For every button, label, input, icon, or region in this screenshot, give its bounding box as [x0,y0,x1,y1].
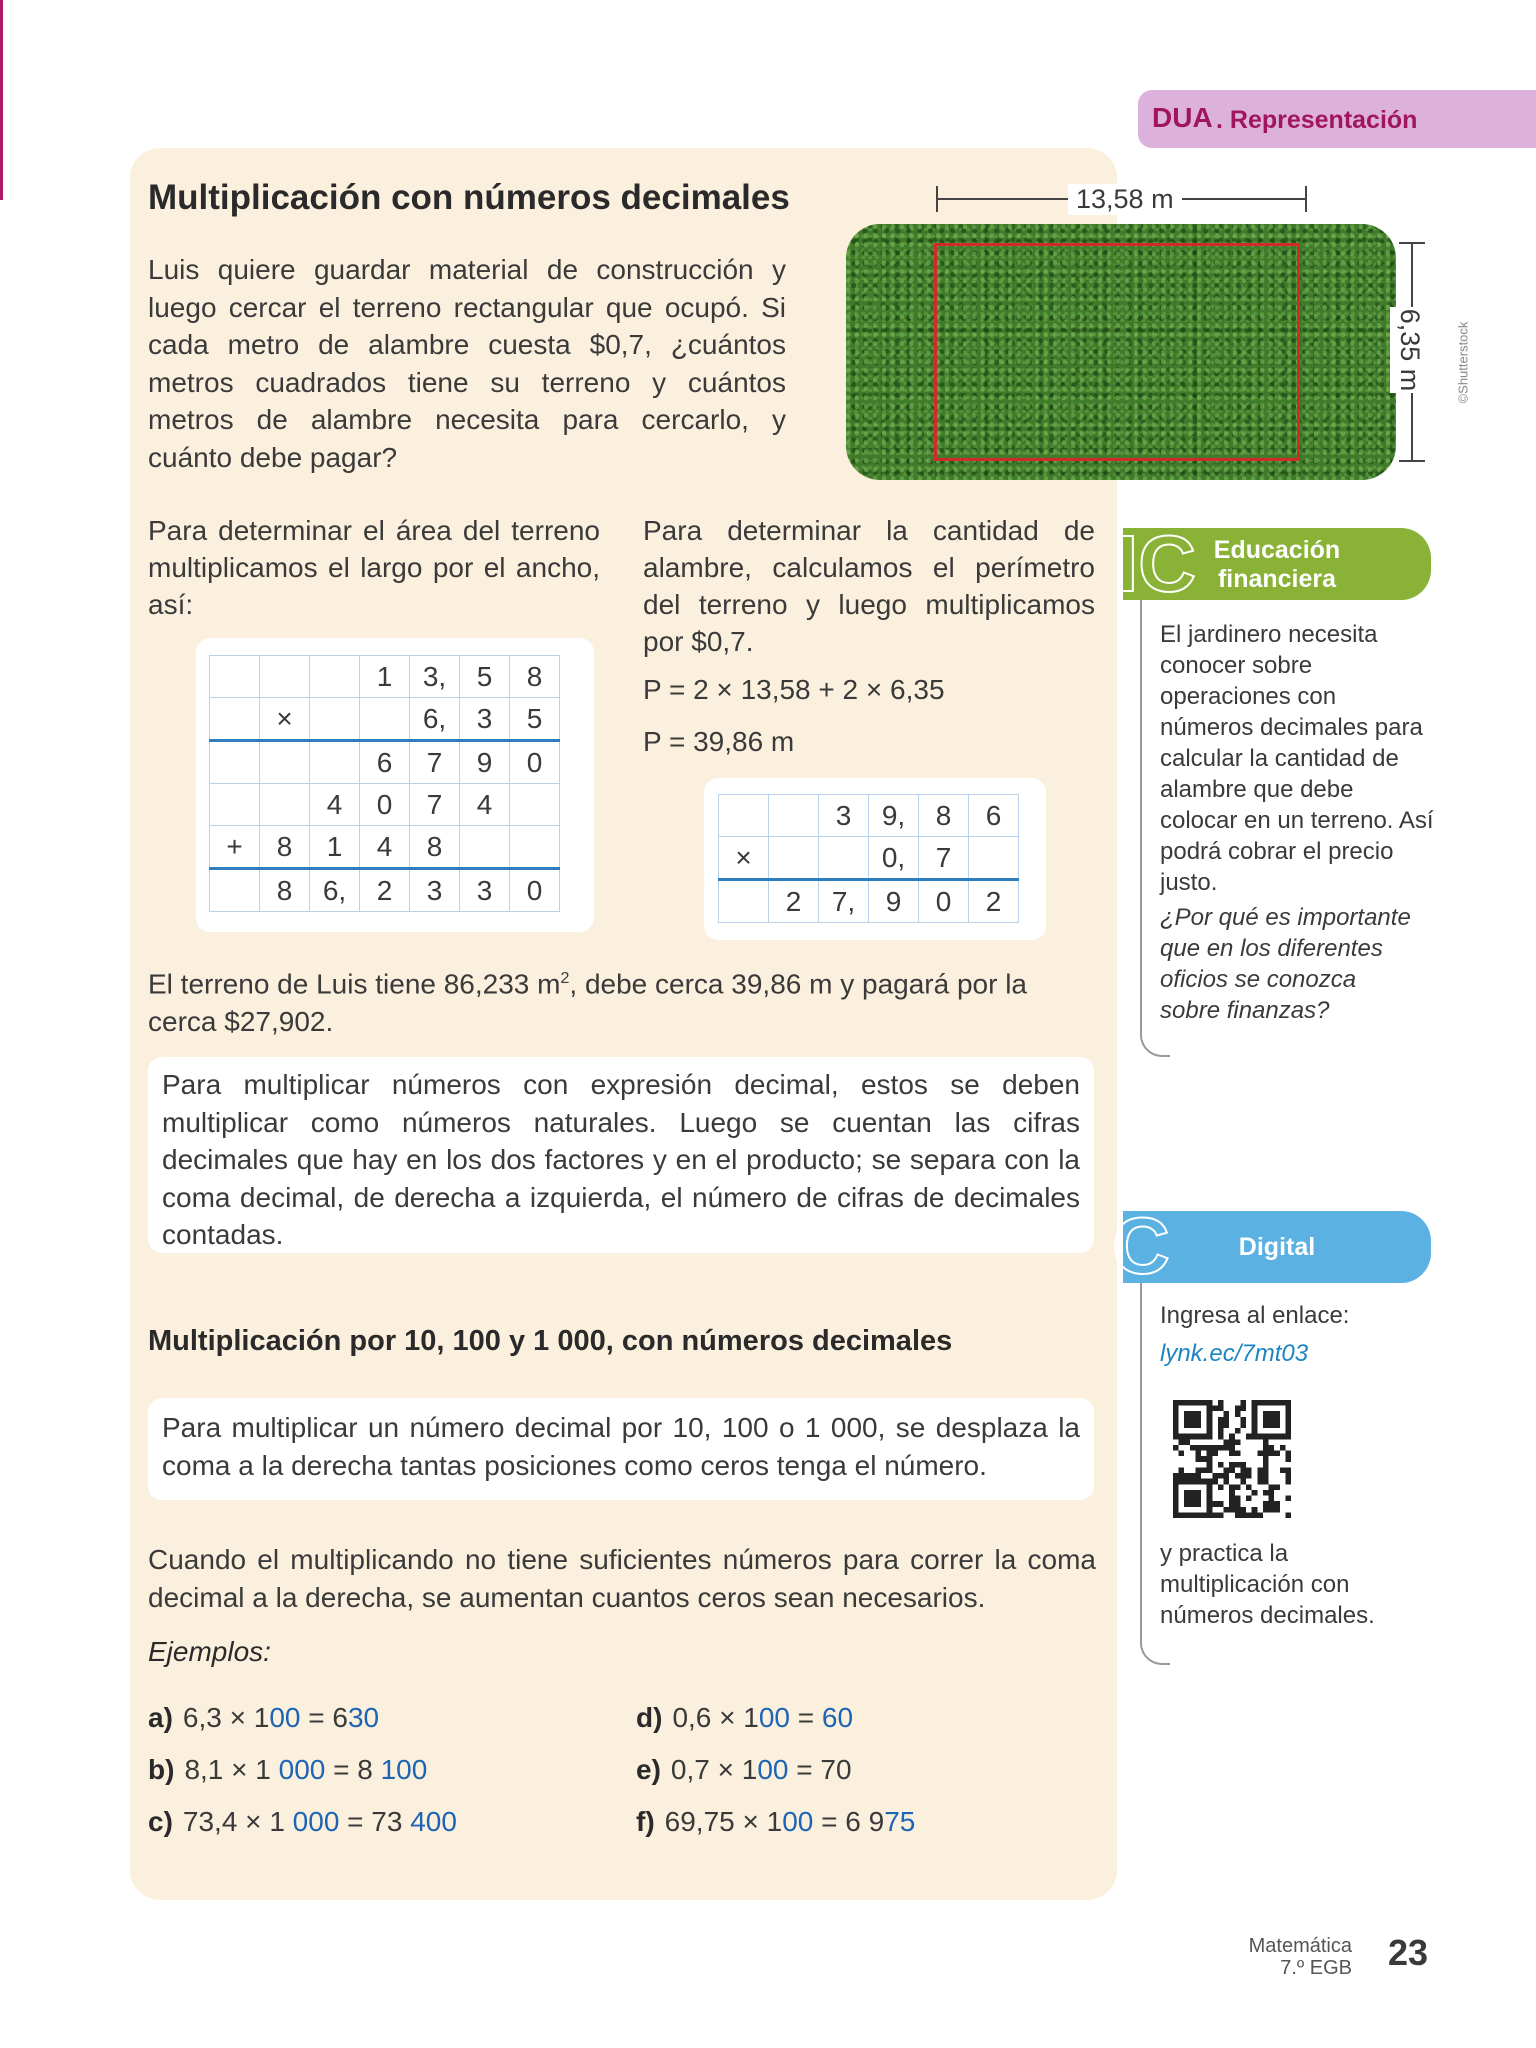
example-highlight: 00 [269,1702,301,1733]
finance-text: El jardinero necesita conocer sobre operaciones con números decimales para calcular la cantidad de alambre que debe colocar en un terreno. Así podrá cobrar el precio justo. [1160,621,1434,896]
example-text: = 6 [300,1702,348,1733]
perimeter-formula: P = 2 × 13,58 + 2 × 6,35 [643,674,945,705]
table-row [719,880,1019,923]
table-row [210,656,560,698]
section2-title: Multiplicación por 10, 100 y 1 000, con números decimales [148,1325,953,1357]
rule-note-text: Para multiplicar números con expresión decimal, estos se deben multiplicar como números naturales. Luego se cuentan las cifras decimales que hay en los dos factores y en el producto; se separa con la coma decimal, de derecha a izquierda, el número de cifras de decimales contadas. [162,1069,1080,1250]
table-cell: 3 [410,869,460,912]
example-highlight: 00 [757,1754,789,1785]
table-cell [769,837,819,880]
page-number: 23 [1388,1932,1429,1973]
table-cell: 7 [919,837,969,880]
terrain-outline [934,243,1300,461]
example-b [148,1754,427,1786]
rule2-note-text: Para multiplicar un número decimal por 10, 100 o 1 000, se desplaza la coma a la derecha tantas posiciones como ceros tenga el número. [162,1412,1080,1481]
table-cell [719,880,769,923]
table-cell: 8 [260,869,310,912]
digital-c-icon: C [1112,1201,1170,1290]
table-cell [210,741,260,784]
perimeter-result: P = 39,86 m [643,726,795,757]
digital-text-practice: y practica la multiplicación con números decimales. [1160,1540,1375,1629]
example-text: = [790,1702,822,1733]
example-e [636,1754,852,1786]
example-text: 69,75 × 1 [664,1806,783,1837]
example-highlight: 000 [292,1806,340,1837]
table-cell: 0, [869,837,919,880]
example-letter: f) [636,1806,655,1837]
table-cell: 8 [260,826,310,869]
table-cell: 4 [360,826,410,869]
example-highlight: 000 [278,1754,326,1785]
example-f [636,1806,915,1838]
digital-title: Digital [1238,1233,1316,1261]
table-cell [510,784,560,826]
table-cell: 6, [410,698,460,741]
table-cell [310,698,360,741]
height-dimension-tick-bottom [1399,460,1425,462]
section1-title: Multiplicación con números decimales [148,178,790,217]
example-text: 8,1 × 1 [184,1754,279,1785]
table-cell: 9 [460,741,510,784]
example-text: 0,7 × 1 [670,1754,758,1785]
table-cell [310,656,360,698]
example-highlight: 30 [347,1702,380,1733]
table-row [210,741,560,784]
height-dimension-tick-top [1399,242,1425,244]
table-cell [260,741,310,784]
table-cell [819,837,869,880]
finance-ic-icon: IC [1116,519,1196,608]
example-highlight: 100 [380,1754,428,1785]
table-cell: 0 [919,880,969,923]
perimeter-explanation: Para determinar la cantidad de alambre, calculamos el perímetro del terreno y luego multiplicamos por $0,7. [643,515,1095,657]
summary-text-start: El terreno de Luis tiene 86,233 m [148,968,561,1000]
example-highlight: 400 [410,1806,457,1837]
footer-subject-name: Matemática [1248,1935,1352,1957]
example-highlight: 75 [884,1806,916,1837]
table-cell: 6, [310,869,360,912]
table-cell: 2 [360,869,410,912]
table-cell [510,826,560,869]
width-dimension-label: 13,58 m [1068,184,1182,215]
example-a [148,1702,379,1734]
table-row [210,698,560,741]
table-cell [969,837,1019,880]
example-text: = 6 9 [813,1806,885,1837]
width-dimension-tick-right [1305,186,1307,212]
table-cell: 2 [969,880,1019,923]
example-text: 0,6 × 1 [672,1702,759,1733]
table-cell: 5 [460,656,510,698]
digital-link[interactable]: lynk.ec/7mt03 [1160,1340,1309,1367]
table-cell: × [260,698,310,741]
perimeter-multiplication-table [718,794,1019,923]
table-cell: 6 [969,795,1019,837]
table-cell: 8 [510,656,560,698]
table-cell: 2 [769,880,819,923]
table-cell: 4 [310,784,360,826]
area-multiplication-table [209,655,560,912]
table-cell: 3 [819,795,869,837]
examples-label: Ejemplos: [148,1636,271,1667]
table-cell [210,656,260,698]
image-credit: ©Shutterstock [1455,321,1471,404]
table-row [719,837,1019,880]
table-row [719,795,1019,837]
table-cell [260,656,310,698]
table-cell: 7, [819,880,869,923]
height-dimension-label: 6,35 m [1390,307,1430,393]
example-text: = 73 [339,1806,411,1837]
example-letter: e) [636,1754,661,1785]
example-letter: b) [148,1754,175,1785]
table-cell: 5 [510,698,560,741]
example-text: 6,3 × 1 [182,1702,270,1733]
footer-grade: 7.º EGB [1280,1957,1352,1979]
table-cell: 3, [410,656,460,698]
table-cell [719,795,769,837]
table-cell: 3 [460,869,510,912]
example-text: = 8 [325,1754,381,1785]
table-cell: 9 [869,880,919,923]
table-cell [460,826,510,869]
table-cell: 6 [360,741,410,784]
result-summary [148,960,1096,1040]
example-highlight: 00 [758,1702,790,1733]
extra-zeros-paragraph: Cuando el multiplicando no tiene suficientes números para correr la coma decimal a la derecha, se aumentan cuantos ceros sean necesarios. [148,1544,1096,1613]
table-cell: 9, [869,795,919,837]
qr-code-icon[interactable] [1173,1400,1291,1518]
table-cell: 0 [360,784,410,826]
table-cell: 3 [460,698,510,741]
table-row [210,869,560,912]
table-cell [360,698,410,741]
example-letter: a) [148,1702,173,1733]
example-d [636,1702,853,1734]
finance-question: ¿Por qué es importante que en los diferentes oficios se conozca sobre finanzas? [1160,904,1411,1024]
table-cell: 8 [919,795,969,837]
table-cell [769,795,819,837]
example-highlight: 60 [821,1702,854,1733]
table-cell [210,869,260,912]
example-text: = 70 [788,1754,852,1785]
area-explanation: Para determinar el área del terreno multiplicamos el largo por el ancho, así: [148,515,600,620]
table-cell: 7 [410,741,460,784]
example-c [148,1806,457,1838]
page-edge-mark [0,0,3,200]
table-cell [260,784,310,826]
table-cell: 0 [510,869,560,912]
problem-intro: Luis quiere guardar material de construcción y luego cercar el terreno rectangular que ocupó. Si cada metro de alambre cuesta $0,7, ¿cuántos metros cuadrados tiene su terreno y cuántos metros de alambre necesita para cercarlo, y cuánto debe pagar? [148,254,786,473]
table-cell: 7 [410,784,460,826]
table-cell: × [719,837,769,880]
table-cell: 1 [360,656,410,698]
digital-text-intro: Ingresa al enlace: [1160,1302,1350,1329]
summary-exponent: 2 [560,970,570,987]
table-cell: 0 [510,741,560,784]
summary-text-end: , debe cerca 39,86 m y pagará por la cerca $27,902. [148,968,1028,1037]
table-cell [210,784,260,826]
table-cell: 4 [460,784,510,826]
example-highlight: 00 [782,1806,814,1837]
finance-title-line1: Educación [1213,536,1341,564]
table-cell [210,698,260,741]
table-cell [310,741,360,784]
table-cell: 8 [410,826,460,869]
dua-tab [1138,90,1536,148]
example-text: 73,4 × 1 [182,1806,293,1837]
table-row [210,784,560,826]
table-cell: 1 [310,826,360,869]
example-letter: d) [636,1702,663,1733]
finance-title-line2: financiera [1217,565,1337,593]
footer-subject [1190,1935,1352,1979]
table-cell: + [210,826,260,869]
example-letter: c) [148,1806,173,1837]
dua-prefix: DUA [1152,102,1213,133]
width-dimension-tick-left [936,186,938,212]
dua-suffix: . Representación [1216,106,1418,134]
table-row [210,826,560,869]
